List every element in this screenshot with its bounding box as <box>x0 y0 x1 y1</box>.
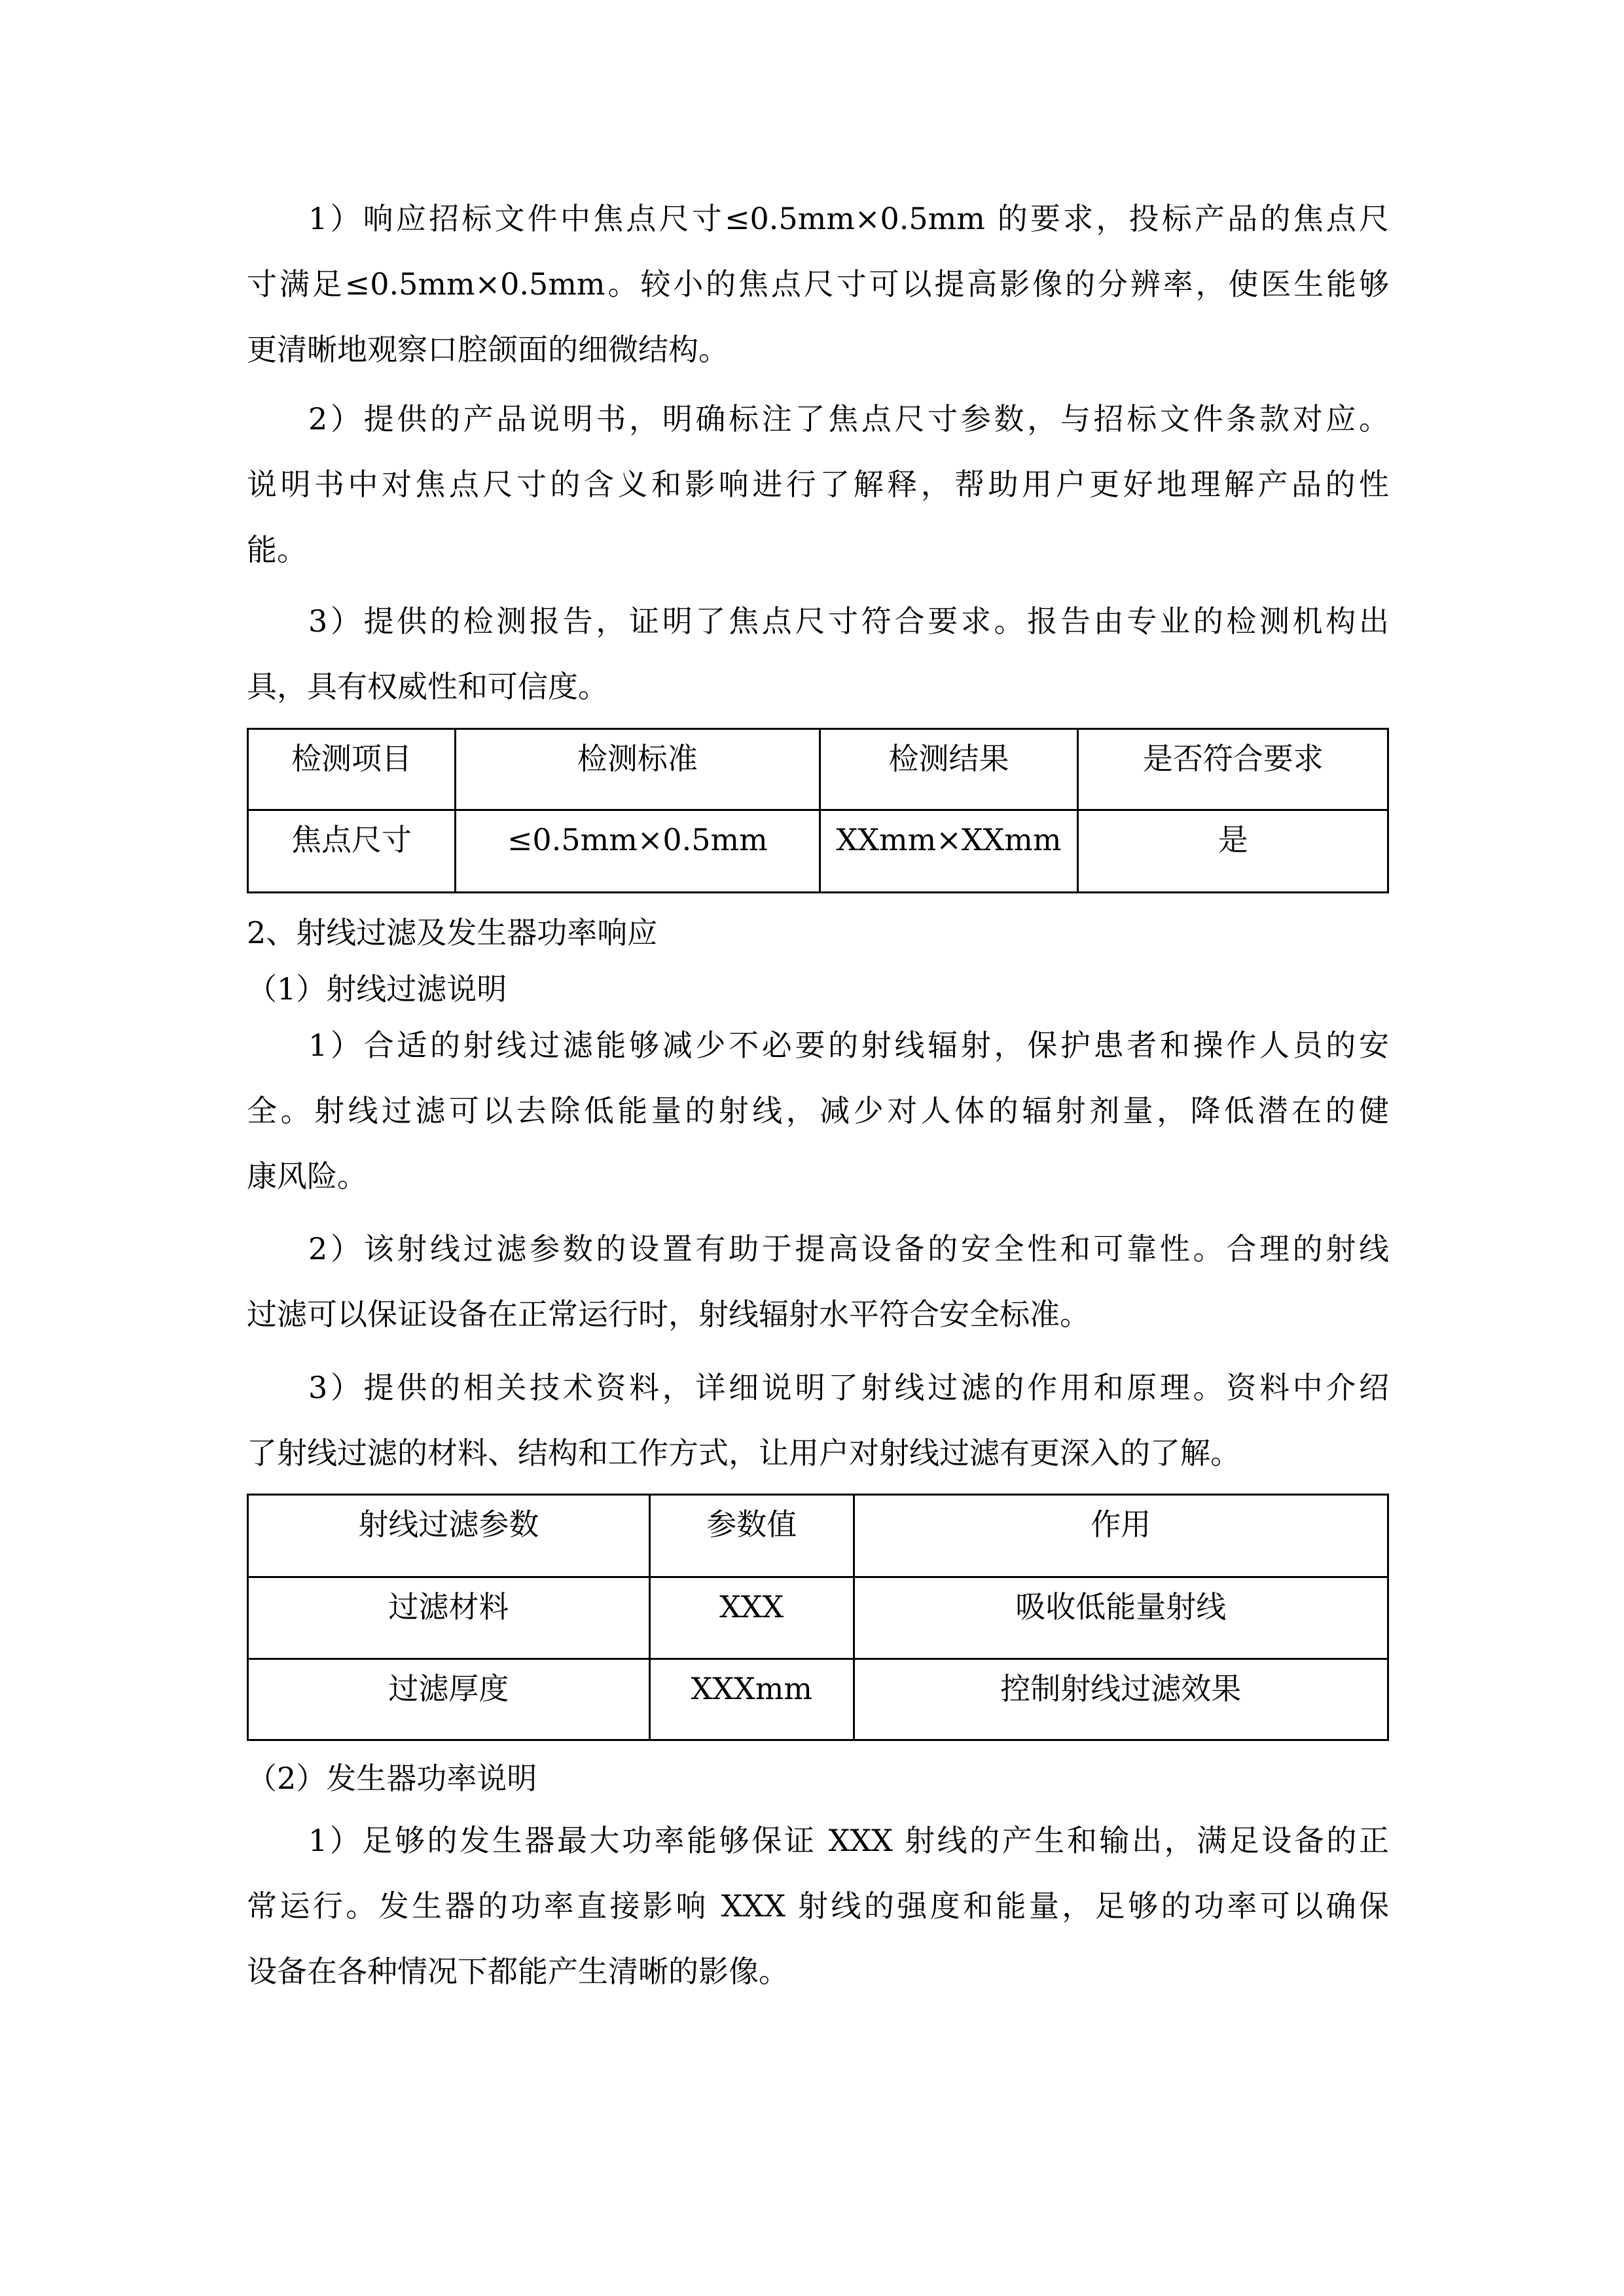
table-header-cell: 检测项目 <box>248 729 456 810</box>
table-header-cell: 作用 <box>854 1495 1388 1577</box>
text-line: 2）该射线过滤参数的设置有助于提高设备的安全性和可靠性。合理的射线 <box>308 1231 1389 1266</box>
text-line: 3）提供的检测报告，证明了焦点尺寸符合要求。报告由专业的检测机构出 <box>308 603 1389 639</box>
table-row <box>248 810 1388 893</box>
text-line: 全。射线过滤可以去除低能量的射线，减少对人体的辐射剂量，降低潜在的健 <box>247 1093 1389 1128</box>
table-header-cell: 射线过滤参数 <box>248 1495 650 1577</box>
table-header-cell: 检测结果 <box>820 729 1078 810</box>
paragraph-focal-size-requirement <box>247 186 1389 382</box>
filter-parameter-table <box>247 1494 1389 1741</box>
section-heading: 2、射线过滤及发生器功率响应 <box>247 915 658 950</box>
text-line: 3）提供的相关技术资料，详细说明了射线过滤的作用和原理。资料中介绍 <box>308 1370 1389 1405</box>
text-line: 寸满足≤0.5mm×0.5mm。较小的焦点尺寸可以提高影像的分辨率，使医生能够 <box>247 266 1389 302</box>
text-line: 1）合适的射线过滤能够减少不必要的射线辐射，保护患者和操作人员的安 <box>308 1028 1389 1063</box>
table-cell: XXXmm <box>649 1659 854 1740</box>
text-line: 具，具有权威性和可信度。 <box>247 669 608 704</box>
paragraph-test-report <box>247 588 1389 719</box>
table-cell: 吸收低能量射线 <box>854 1577 1388 1659</box>
table-header-row <box>248 1495 1388 1577</box>
paragraph-filter-purpose <box>247 1013 1389 1209</box>
text-line: 了射线过滤的材料、结构和工作方式，让用户对射线过滤有更深入的了解。 <box>247 1435 1240 1471</box>
text-line: 常运行。发生器的功率直接影响 XXX 射线的强度和能量，足够的功率可以确保 <box>247 1888 1389 1924</box>
subsection-heading: （1）射线过滤说明 <box>247 971 507 1007</box>
table-cell: 过滤厚度 <box>248 1659 650 1740</box>
text-line: 更清晰地观察口腔颌面的细微结构。 <box>247 332 729 367</box>
paragraph-generator-power <box>247 1808 1389 2004</box>
table-cell: 过滤材料 <box>248 1577 650 1659</box>
paragraph-product-manual <box>247 386 1389 583</box>
text-line: 过滤可以保证设备在正常运行时，射线辐射水平符合安全标准。 <box>247 1297 1090 1332</box>
text-line: 设备在各种情况下都能产生清晰的影像。 <box>247 1954 789 1989</box>
text-line: 1）响应招标文件中焦点尺寸≤0.5mm×0.5mm 的要求，投标产品的焦点尺 <box>308 201 1389 236</box>
text-line: 康风险。 <box>247 1158 367 1194</box>
table-header-cell: 检测标准 <box>456 729 820 810</box>
table-cell: XXmm×XXmm <box>820 810 1078 893</box>
paragraph-filter-safety <box>247 1216 1389 1347</box>
text-line: 能。 <box>247 532 307 567</box>
subsection-heading: （2）发生器功率说明 <box>247 1761 537 1796</box>
table-header-cell: 参数值 <box>649 1495 854 1577</box>
table-cell: ≤0.5mm×0.5mm <box>456 810 820 893</box>
text-line: 1）足够的发生器最大功率能够保证 XXX 射线的产生和输出，满足设备的正 <box>308 1823 1389 1858</box>
table-cell: XXX <box>649 1577 854 1659</box>
text-line: 2）提供的产品说明书，明确标注了焦点尺寸参数，与招标文件条款对应。 <box>308 401 1389 437</box>
paragraph-filter-docs <box>247 1355 1389 1486</box>
table-header-row <box>248 729 1388 810</box>
table-cell: 控制射线过滤效果 <box>854 1659 1388 1740</box>
table-row <box>248 1577 1388 1659</box>
table-row <box>248 1659 1388 1740</box>
table-header-cell: 是否符合要求 <box>1078 729 1388 810</box>
table-cell: 焦点尺寸 <box>248 810 456 893</box>
table-cell: 是 <box>1078 810 1388 893</box>
text-line: 说明书中对焦点尺寸的含义和影响进行了解释，帮助用户更好地理解产品的性 <box>247 467 1389 502</box>
focal-size-test-table <box>247 728 1389 893</box>
